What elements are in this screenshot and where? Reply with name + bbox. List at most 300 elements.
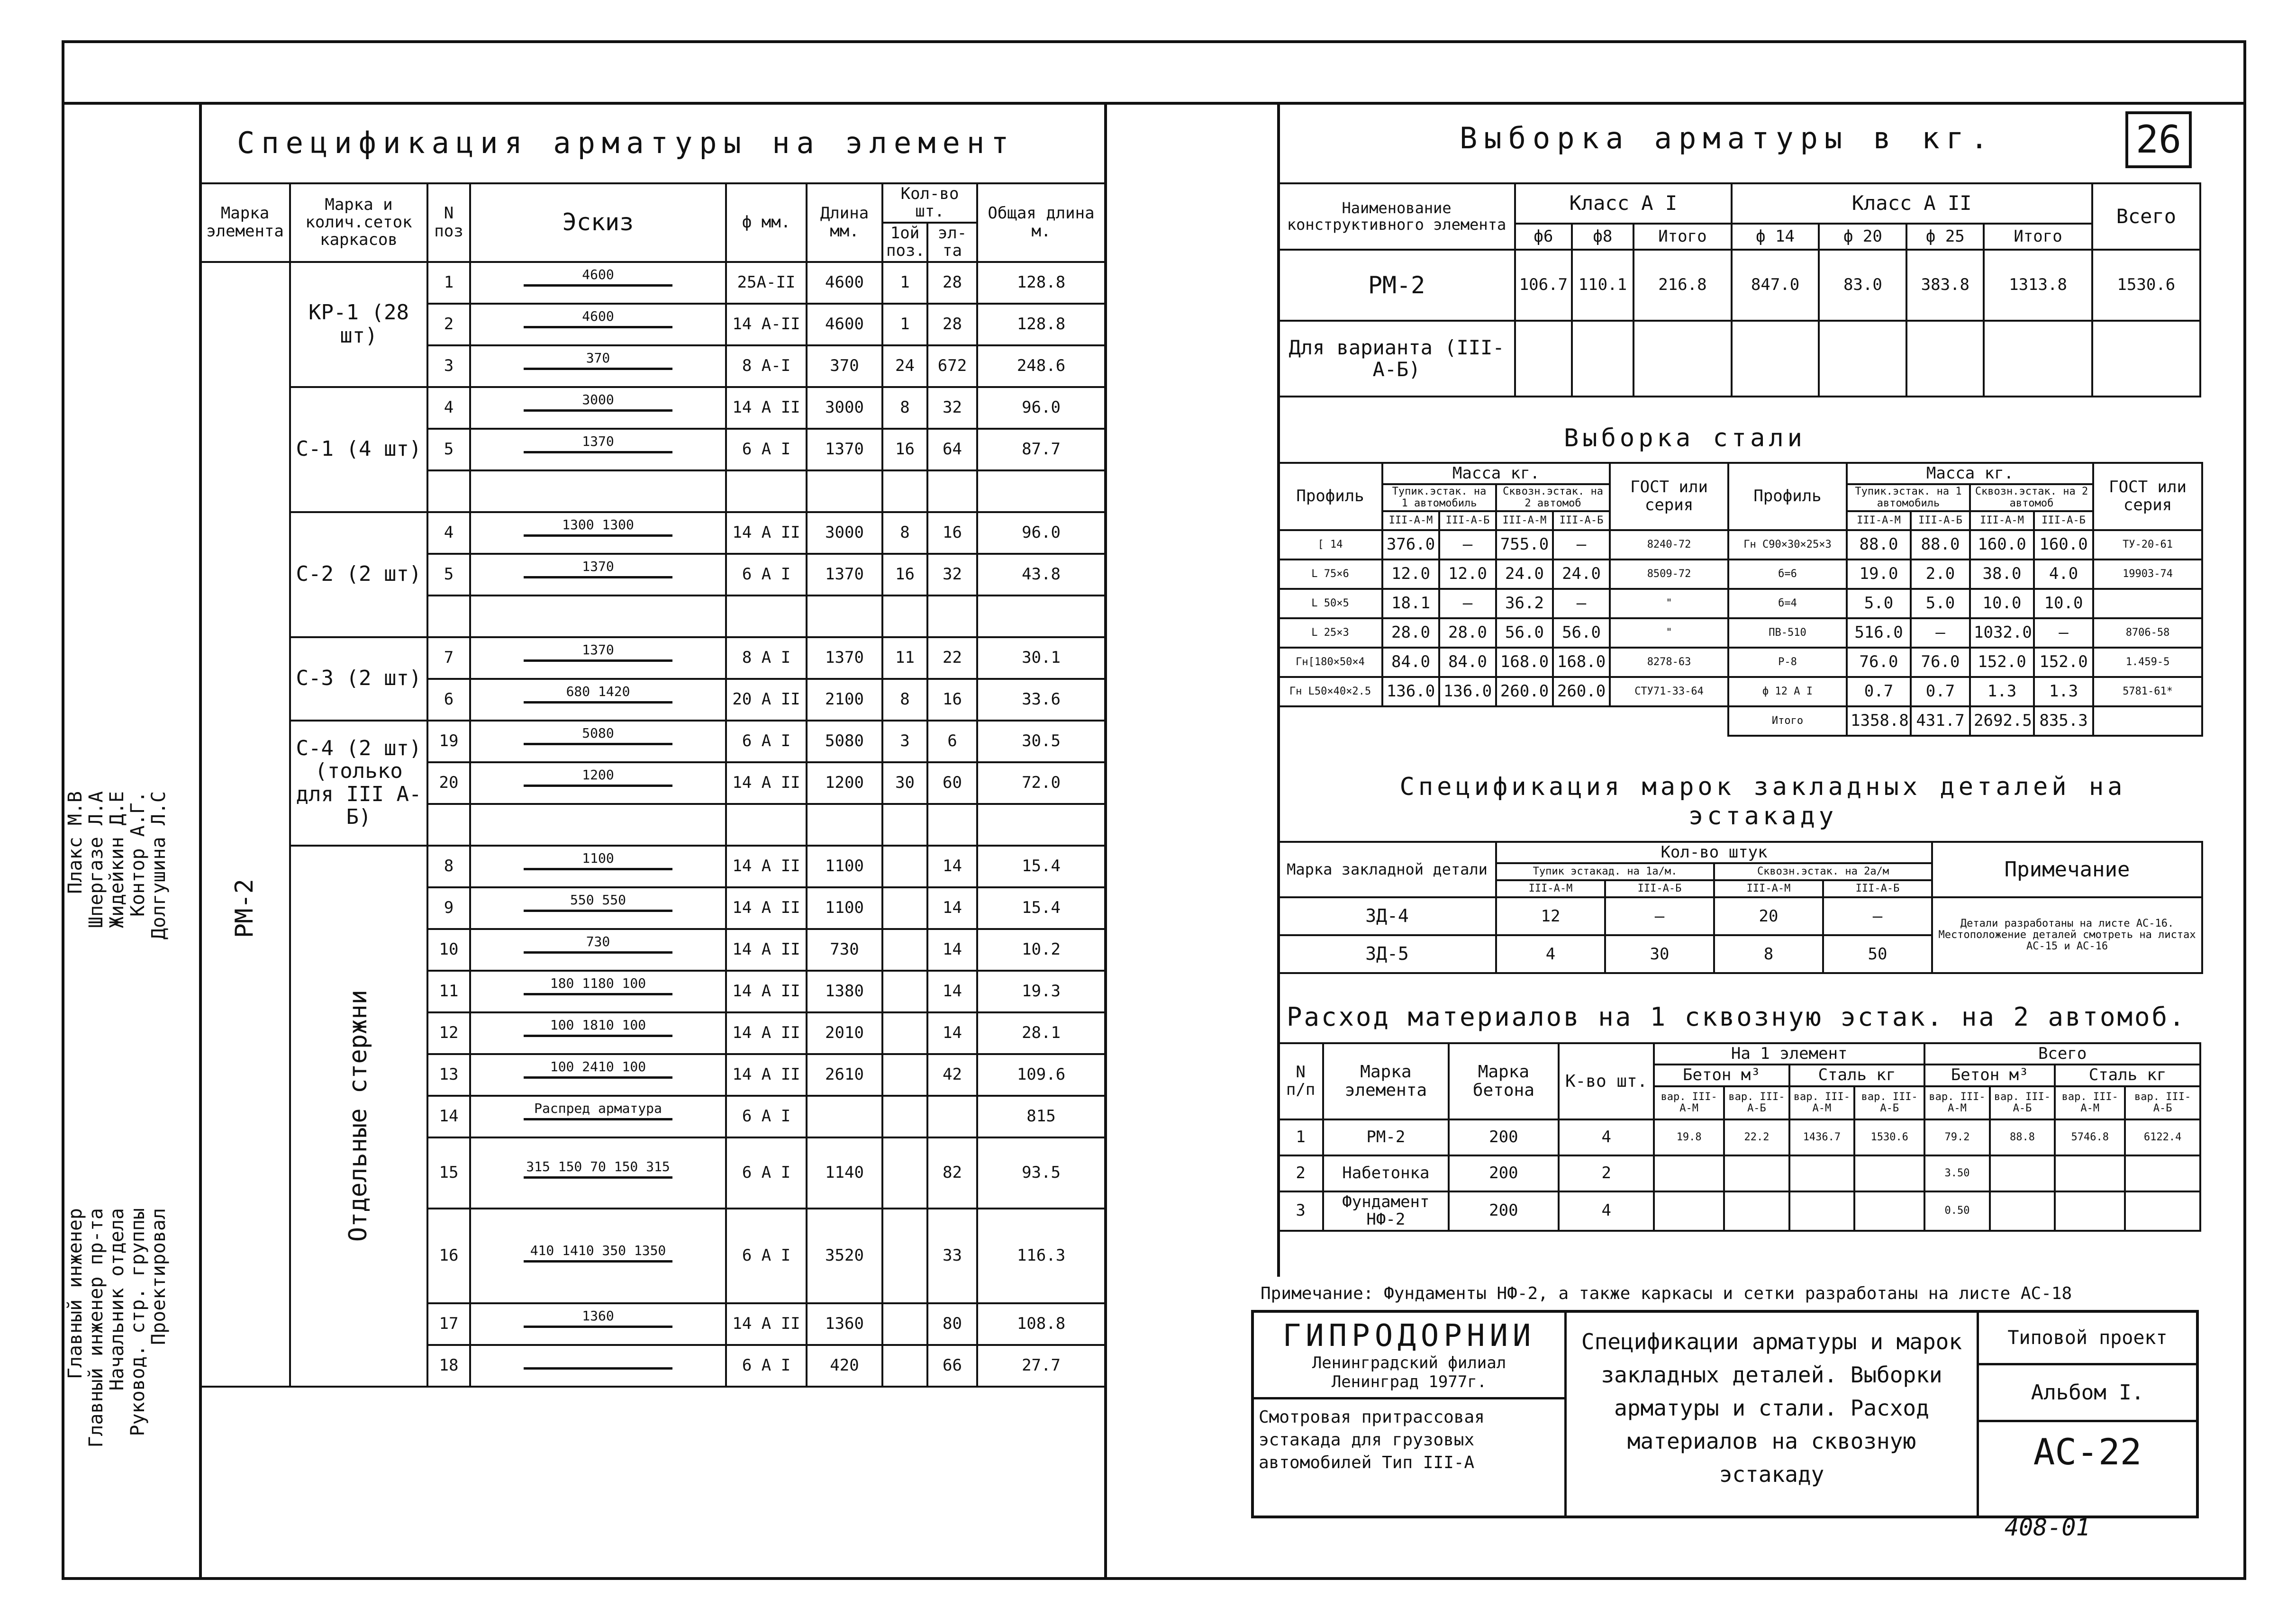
table-cell [2125,1155,2200,1191]
mat-h-total: Всего [1924,1043,2200,1065]
spec-len-cell: 1380 [807,971,882,1012]
table-cell: 168.0 [1553,648,1610,677]
spec-n1-cell [882,929,927,971]
sketch-dimension: 1100 [582,850,614,866]
table-cell: 0.50 [1924,1191,1989,1231]
spec-n1-cell: 3 [882,721,927,762]
spec-n2-cell: 60 [927,762,977,804]
sketch-dimension: Распред арматура [534,1101,662,1117]
table-cell: 56.0 [1496,618,1553,648]
table-cell: 8706-58 [2093,618,2202,648]
header-pos: N поз [427,183,470,262]
spec-n1-cell: 16 [882,554,927,595]
table-cell: 1.3 [1970,677,2034,706]
table-cell: 36.2 [1496,589,1553,618]
steel-profile: Гн[180×50×4 [1278,648,1382,677]
rebar-cell: 106.7 [1515,250,1572,321]
rebar-cell: 847.0 [1732,250,1819,321]
spec-n1-cell: 11 [882,637,927,679]
footnote: Примечание: Фундаменты НФ-2, а также каркасы и сетки разработаны на листе АС-18 [1261,1284,2072,1303]
sketch-cell [470,470,726,512]
rebar-col-f6: ф6 [1515,224,1572,250]
table-cell: 88.0 [1911,530,1970,559]
spec-dia-cell: 6 А I [726,721,807,762]
side-stamp-role-1: Главный инженер [64,1208,86,1380]
rebar-name-header: Наименование конструктивного элемента [1278,183,1515,250]
spec-len-cell: 1100 [807,846,882,887]
spec-len-cell: 1370 [807,554,882,595]
table-row [1728,559,2202,589]
table-cell: 152.0 [2034,648,2093,677]
element-mark: РМ-2 [230,878,259,938]
table-cell: 84.0 [1439,648,1496,677]
rebar-sketch-line [524,892,672,912]
spec-total-cell: 815 [977,1096,1105,1137]
spec-len-cell [807,595,882,637]
embed-title: Спецификация марок закладных деталей на эстакаду [1399,773,2126,830]
steel-profile-header: Профиль [1278,463,1382,530]
sketch-dimension: 100 2410 100 [550,1059,646,1075]
spec-len-cell: 4600 [807,262,882,304]
spec-dia-cell: 25А-II [726,262,807,304]
sketch-cell [470,1137,726,1209]
rebar-sketch-line [524,767,672,787]
spec-n2-cell [927,1096,977,1137]
spec-n2-cell: 32 [927,554,977,595]
rebar-col-f25: ф 25 [1906,224,1984,250]
spec-len-cell: 5080 [807,721,882,762]
mat-variant: вар. III-А-М [1924,1086,1989,1119]
spec-len-cell: 1360 [807,1303,882,1345]
table-cell [1654,1191,1724,1231]
sketch-cell [470,846,726,887]
table-cell: 5746.8 [2055,1119,2125,1155]
spec-n1-cell [882,971,927,1012]
table-cell: 1530.6 [1854,1119,1924,1155]
steel-sub: III-А-М [1970,511,2034,530]
sketch-cell [470,1012,726,1054]
spec-n2-cell: 66 [927,1345,977,1387]
spec-len-cell [807,470,882,512]
spec-pos-cell: 18 [427,1345,470,1387]
spec-len-cell: 370 [807,345,882,387]
embed-cell: 4 [1496,935,1605,973]
spec-n1-cell: 30 [882,762,927,804]
spec-len-cell: 3520 [807,1209,882,1303]
table-cell: 76.0 [1847,648,1911,677]
table-cell [1654,1155,1724,1191]
header-element-mark: Марка элемента [200,183,290,262]
table-cell: 1 [1278,1119,1323,1155]
rebar-class-2: Класс А II [1732,183,2092,224]
spec-total-cell: 72.0 [977,762,1105,804]
spec-n1-cell [882,1137,927,1209]
sketch-cell [470,1054,726,1096]
spec-n1-cell [882,470,927,512]
embed-sub: III-А-Б [1605,880,1714,897]
spec-total-cell: 93.5 [977,1137,1105,1209]
spec-n1-cell: 8 [882,512,927,554]
spec-dia-cell: 6 А I [726,1137,807,1209]
mat-h-concrete: Марка бетона [1449,1043,1559,1119]
steel-tup-header-2: Тупик.эстак. на 1 автомобиль [1847,484,1970,511]
table-cell: — [1439,530,1496,559]
spec-n2-cell: 14 [927,887,977,929]
top-border-line [62,102,2246,105]
header-sketch: Эскиз [470,183,726,262]
steel-sub: III-А-Б [2034,511,2093,530]
header-qty: Кол-во шт. [882,183,977,223]
sketch-dimension: 1360 [582,1308,614,1324]
table-row [1728,530,2202,559]
spec-total-cell: 30.1 [977,637,1105,679]
steel-sub: III-А-М [1847,511,1911,530]
steel-sub: III-А-М [1382,511,1439,530]
spec-len-cell: 3000 [807,387,882,429]
steel-profile: L 25×3 [1278,618,1382,648]
rebar-cell: 216.8 [1634,250,1732,321]
spec-n1-cell: 1 [882,304,927,345]
table-cell: 2.0 [1911,559,1970,589]
table-cell [2125,1191,2200,1231]
table-cell: 200 [1449,1155,1559,1191]
spec-total-cell: 96.0 [977,387,1105,429]
element-mark-cell [200,262,290,1387]
mesh-mark: КР-1 (28 шт) [309,300,409,348]
spec-n1-cell: 8 [882,387,927,429]
table-cell: 84.0 [1382,648,1439,677]
spec-n1-cell: 1 [882,262,927,304]
table-cell [1854,1191,1924,1231]
spec-n1-cell: 24 [882,345,927,387]
table-cell: 516.0 [1847,618,1911,648]
embed-cell: 20 [1714,897,1823,935]
steel-sub: III-А-Б [1553,511,1610,530]
table-cell [2093,706,2202,736]
steel-profile-header-2: Профиль [1728,463,1847,530]
mesh-mark: С-4 (2 шт) (только для III А-Б) [296,736,422,829]
side-stamp-name-4: Контор А.Г. [127,791,149,917]
table-cell [2055,1155,2125,1191]
spec-total-cell: 28.1 [977,1012,1105,1054]
table-cell: 755.0 [1496,530,1553,559]
steel-mass-header: Масса кг. [1382,463,1610,484]
rebar-sketch-line [524,642,672,662]
spec-n2-cell: 28 [927,262,977,304]
table-row [1728,648,2202,677]
sketch-cell [470,721,726,762]
table-cell [1789,1155,1854,1191]
steel-gost-header: ГОСТ или серия [1610,463,1728,530]
table-cell: 18.1 [1382,589,1439,618]
rebar-cell: 1530.6 [2092,250,2200,321]
side-stamp [62,782,199,1582]
table-cell: 24.0 [1496,559,1553,589]
spec-n1-cell [882,1303,927,1345]
table-cell: 200 [1449,1119,1559,1155]
table-row [1278,1119,2200,1155]
table-cell: 160.0 [2034,530,2093,559]
spec-total-cell: 109.6 [977,1054,1105,1096]
spec-pos-cell [427,804,470,846]
spec-len-cell: 4600 [807,304,882,345]
embed-sub: III-А-М [1714,880,1823,897]
table-cell: — [1553,589,1610,618]
rebar-sketch-line [524,1158,672,1179]
table-cell: 136.0 [1382,677,1439,706]
sketch-dimension: 410 1410 350 1350 [530,1243,666,1259]
rebar-sketch-line [524,1017,672,1037]
embed-note-header: Примечание [1932,842,2202,897]
table-cell: — [2034,618,2093,648]
rebar-col-itogo1: Итого [1634,224,1732,250]
spec-dia-cell: 6 А I [726,1209,807,1303]
side-stamp-name-5: Долгушина Л.С [148,791,170,940]
spec-len-cell: 730 [807,929,882,971]
steel-table-left [1277,462,1729,707]
spec-dia-cell: 14 А II [726,387,807,429]
sketch-cell [470,304,726,345]
steel-sub: III-А-Б [1439,511,1496,530]
table-cell: 38.0 [1970,559,2034,589]
spec-n2-cell: 82 [927,1137,977,1209]
embed-cell: 8 [1714,935,1823,973]
spec-len-cell [807,1096,882,1137]
embed-skv-header: Сквозн.эстак. на 2а/м [1714,863,1932,880]
rebar-sketch-line [524,392,672,412]
steel-profile: [ 14 [1278,530,1382,559]
mesh-mark: С-1 (4 шт) [296,437,422,461]
rebar-selection-table [1277,182,2201,397]
header-length: Длина мм. [807,183,882,262]
mesh-mark-cell [290,721,427,846]
spec-n1-cell [882,804,927,846]
mat-sub: Сталь кг [2055,1065,2200,1086]
rebar-sketch-line [524,1059,672,1079]
sketch-cell [470,929,726,971]
rebar-sketch-line [524,1101,672,1120]
steel-profile: ф 12 А I [1728,677,1847,706]
rebar-col-itogo2: Итого [1984,224,2092,250]
stamp-city: Ленинград 1977г. [1254,1372,1564,1399]
spec-dia-cell: 8 А-I [726,345,807,387]
table-row [1278,677,1728,706]
table-cell: 0.7 [1847,677,1911,706]
rebar-sketch-line [524,308,672,328]
mat-h-num: N п/п [1278,1043,1323,1119]
spec-n1-cell [882,1345,927,1387]
sketch-dimension: 1200 [582,767,614,783]
spec-n2-cell: 28 [927,304,977,345]
mat-h-per-element: На 1 элемент [1654,1043,1924,1065]
table-cell [2093,589,2202,618]
rebar-sketch-line [524,850,672,870]
materials-table [1277,1042,2201,1232]
mat-variant: вар. III-А-Б [1990,1086,2055,1119]
materials-title: Расход материалов на 1 сквозную эстак. на 2 автомоб. [1287,1002,2187,1032]
sketch-dimension: 1370 [582,433,614,450]
mesh-mark-cell [290,387,427,512]
table-cell [1854,1155,1924,1191]
rebar-cell: 110.1 [1572,250,1634,321]
table-cell: 6122.4 [2125,1119,2200,1155]
spec-n2-cell: 6 [927,721,977,762]
spec-len-cell: 1140 [807,1137,882,1209]
spec-total-cell: 33.6 [977,679,1105,721]
spec-total-cell: 96.0 [977,512,1105,554]
spec-pos-cell: 10 [427,929,470,971]
spec-len-cell [807,804,882,846]
embed-table [1277,841,2203,974]
spec-n2-cell: 14 [927,1012,977,1054]
sketch-cell [470,1209,726,1303]
rebar-sketch-line [524,1367,672,1370]
spec-pos-cell: 2 [427,304,470,345]
steel-gost-header-2: ГОСТ или серия [2093,463,2202,530]
sketch-cell [470,1096,726,1137]
rebar-sketch-line [524,1243,672,1263]
spec-pos-cell: 15 [427,1137,470,1209]
table-cell: 12.0 [1382,559,1439,589]
spec-n2-cell: 22 [927,637,977,679]
spec-n1-cell: 8 [882,679,927,721]
spec-n2-cell: 16 [927,512,977,554]
table-cell: — [1553,530,1610,559]
steel-sub: III-А-Б [1911,511,1970,530]
rebar-selection-title: Выборка арматуры в кг. [1460,121,1995,155]
table-cell: 1436.7 [1789,1119,1854,1155]
table-cell: — [1439,589,1496,618]
side-stamp-role-3: Начальник отдела [106,1208,128,1391]
spec-n2-cell: 33 [927,1209,977,1303]
spec-dia-cell: 14 А II [726,1012,807,1054]
header-mesh-mark: Марка и колич.сеток каркасов [290,183,427,262]
spec-pos-cell: 13 [427,1054,470,1096]
steel-profile: б=4 [1728,589,1847,618]
table-row [1278,559,1728,589]
spec-total-cell [977,804,1105,846]
mesh-mark: С-2 (2 шт) [296,562,422,586]
sketch-cell [470,554,726,595]
steel-profile: Гн L50×40×2.5 [1278,677,1382,706]
sketch-dimension: 680 1420 [566,684,630,700]
spec-dia-cell: 6 А I [726,429,807,470]
spec-n1-cell [882,1096,927,1137]
sketch-cell [470,1345,726,1387]
mesh-mark-cell [290,846,427,1387]
sketch-dimension: 4600 [582,267,614,283]
mat-sub: Бетон м³ [1654,1065,1789,1086]
stamp-series-code: 408-01 [2005,1514,2090,1541]
table-cell: 835.3 [2034,706,2093,736]
spec-total-cell: 19.3 [977,971,1105,1012]
table-cell [1789,1191,1854,1231]
sheet-number: 26 [2135,117,2182,162]
rebar-row-name: Для варианта (III-А-Б) [1278,321,1515,397]
spec-pos-cell: 8 [427,846,470,887]
spec-len-cell: 1200 [807,762,882,804]
stamp-col-1 [1254,1313,1567,1516]
table-cell: 4 [1559,1119,1654,1155]
mat-variant: вар. III-А-Б [1854,1086,1924,1119]
spec-pos-cell [427,595,470,637]
mat-variant: вар. III-А-Б [2125,1086,2200,1119]
table-cell: 19903-74 [2093,559,2202,589]
spec-row [200,387,1105,429]
spec-n2-cell: 14 [927,929,977,971]
spec-pos-cell: 4 [427,387,470,429]
table-row [1278,530,1728,559]
rebar-col-f8: ф8 [1572,224,1634,250]
table-row [1278,618,1728,648]
rebar-sketch-line [524,934,672,954]
table-cell: 5.0 [1911,589,1970,618]
embed-cell: — [1823,897,1932,935]
table-cell: 8278-63 [1610,648,1728,677]
rebar-cell: 1313.8 [1984,250,2092,321]
spec-row [200,721,1105,762]
steel-profile: L 50×5 [1278,589,1382,618]
sketch-cell [470,1303,726,1345]
steel-profile: Гн С90×30×25×3 [1728,530,1847,559]
spec-pos-cell: 20 [427,762,470,804]
spec-n1-cell [882,846,927,887]
table-cell: СТУ71-33-64 [1610,677,1728,706]
spec-n2-cell: 16 [927,679,977,721]
spec-pos-cell: 5 [427,429,470,470]
table-cell [1724,1155,1789,1191]
table-row [1728,677,2202,706]
spec-dia-cell: 14 А II [726,929,807,971]
steel-profile: Итого [1728,706,1847,736]
table-cell: 376.0 [1382,530,1439,559]
embed-cell: 12 [1496,897,1605,935]
sketch-dimension: 4600 [582,308,614,325]
rebar-cell: 383.8 [1906,250,1984,321]
rebar-total-header: Всего [2092,183,2200,250]
table-cell: 19.8 [1654,1119,1724,1155]
mat-variant: вар. III-А-М [2055,1086,2125,1119]
steel-selection-title: Выборка стали [1564,424,1806,452]
stamp-album: Альбом I. [1979,1365,2196,1422]
spec-pos-cell: 14 [427,1096,470,1137]
table-cell: " [1610,618,1728,648]
table-cell: 1.459-5 [2093,648,2202,677]
spec-total-cell: 15.4 [977,887,1105,929]
title-block [1251,1310,2199,1518]
spec-total-cell: 27.7 [977,1345,1105,1387]
mesh-mark-cell [290,637,427,721]
table-cell: 1032.0 [1970,618,2034,648]
table-cell: 76.0 [1911,648,1970,677]
spec-n1-cell [882,1209,927,1303]
steel-tup-header: Тупик.эстак. на 1 автомобиль [1382,484,1496,511]
header-total-length: Общая длина м. [977,183,1105,262]
side-stamp-name-2: Шпергазе Л.А [85,791,107,928]
sketch-cell [470,262,726,304]
spec-dia-cell: 6 А I [726,1345,807,1387]
spec-total-cell [977,595,1105,637]
embed-tup-header: Тупик эстакад. на 1а/м. [1496,863,1714,880]
embed-mark-header: Марка закладной детали [1278,842,1496,897]
stamp-col-3 [1979,1313,2196,1516]
table-cell: 2 [1278,1155,1323,1191]
table-cell [2055,1191,2125,1231]
rebar-sketch-line [524,517,672,537]
mesh-mark-cell [290,512,427,637]
spec-n2-cell [927,470,977,512]
steel-table-right [1727,462,2203,737]
